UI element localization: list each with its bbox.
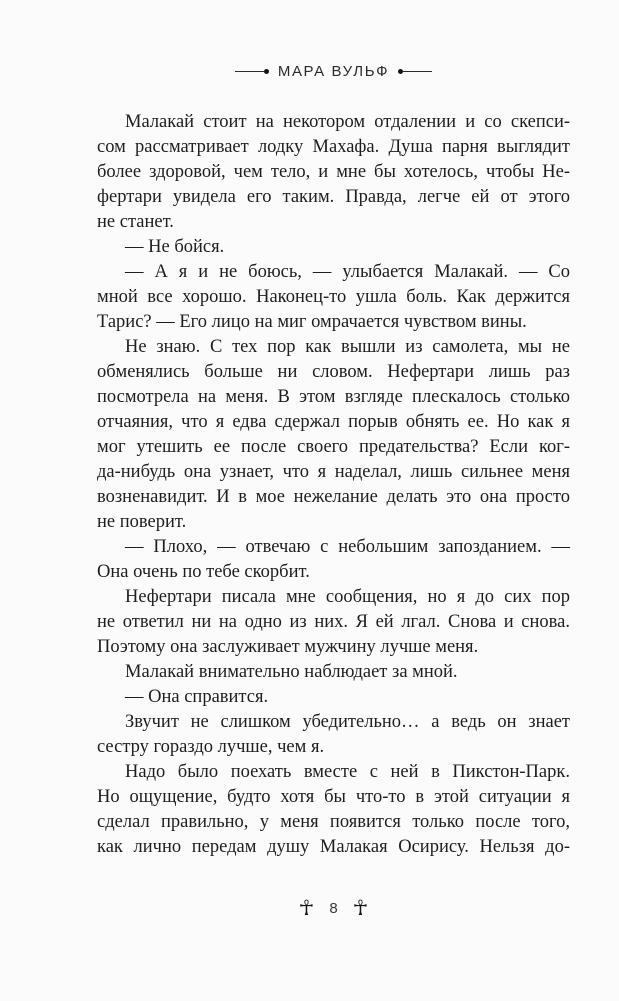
ornament-rule bbox=[403, 71, 432, 72]
text-line: как лично передам душу Малакая Осирису. Нельзя до- bbox=[97, 837, 570, 857]
text-line: более здоровой, чем тело, и мне бы хотелось, чтобы Не- bbox=[97, 162, 570, 182]
page-number: 8 bbox=[329, 899, 338, 917]
text-line: Малакай внимательно наблюдает за мной. bbox=[125, 662, 458, 682]
text-line: мог утешить ее после своего предательства? Если ког- bbox=[97, 437, 570, 457]
text-line: Она очень по тебе скорбит. bbox=[97, 562, 310, 582]
text-line: Не знаю. С тех пор как вышли из самолета, мы не bbox=[125, 337, 570, 357]
ankh-icon: ☥ bbox=[352, 895, 369, 920]
text-line: да-нибудь она узнает, что я наделал, лишь сильнее меня bbox=[97, 462, 570, 482]
header-ornament-left bbox=[235, 69, 269, 74]
ankh-icon: ☥ bbox=[298, 895, 315, 920]
text-line: сом рассматривает лодку Махафа. Душа парня выглядит bbox=[97, 137, 570, 157]
text-line: Нефертари писала мне сообщения, но я до сих пор bbox=[125, 587, 570, 607]
text-line: фертари увидела его таким. Правда, легче ей от этого bbox=[97, 187, 570, 207]
ornament-dot bbox=[264, 69, 269, 74]
text-line: — Она справится. bbox=[125, 687, 269, 707]
text-line: — Плохо, — отвечаю с небольшим запозданием. — bbox=[125, 537, 570, 557]
text-line: не поверит. bbox=[97, 512, 187, 532]
body-text bbox=[97, 110, 570, 860]
page-footer bbox=[97, 893, 570, 923]
text-line: Малакай стоит на некотором отдалении и со скепси- bbox=[125, 112, 570, 132]
running-header bbox=[97, 63, 570, 80]
text-line: Надо было поехать вместе с ней в Пикстон-Парк. bbox=[125, 762, 570, 782]
text-line: Звучит не слишком убедительно… а ведь он знает bbox=[125, 712, 570, 732]
text-line: не ответил ни на одно из них. Я ей лгал. Снова и снова. bbox=[97, 612, 570, 632]
text-line: отчаяния, что я едва сдержал порыв обнять ее. Но как я bbox=[97, 412, 570, 432]
text-line: посмотрела на меня. В этом взгляде плескалось столько bbox=[97, 387, 570, 407]
text-line: — Не бойся. bbox=[125, 237, 225, 257]
text-line: Но ощущение, будто хотя бы что-то в этой ситуации я bbox=[97, 787, 570, 807]
text-line: сестру гораздо лучше, чем я. bbox=[97, 737, 325, 757]
text-line: возненавидит. И в мое нежелание делать это она просто bbox=[97, 487, 570, 507]
text-line: обменялись больше ни словом. Нефертари лишь раз bbox=[97, 362, 570, 382]
text-line: Тарис? — Его лицо на миг омрачается чувством вины. bbox=[97, 312, 527, 332]
ornament-rule bbox=[235, 71, 264, 72]
text-line: сделал правильно, у меня появится только после того, bbox=[97, 812, 570, 832]
text-line: не станет. bbox=[97, 212, 174, 232]
author-name: МАРА ВУЛЬФ bbox=[277, 63, 390, 80]
text-line: — А я и не боюсь, — улыбается Малакай. — Со bbox=[125, 262, 570, 282]
header-ornament-right bbox=[398, 69, 432, 74]
text-line: Поэтому она заслуживает мужчину лучше меня. bbox=[97, 637, 479, 657]
text-line: мной все хорошо. Наконец-то ушла боль. Как держится bbox=[97, 287, 570, 307]
